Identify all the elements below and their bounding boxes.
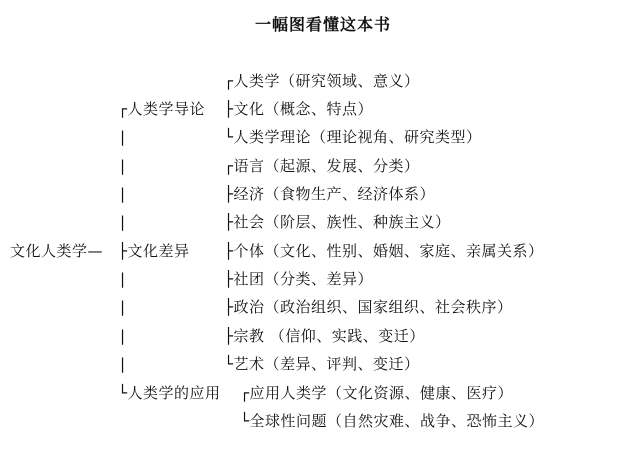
leaf-language: ┌语言（起源、发展、分类） xyxy=(224,157,420,175)
trunk-connector: | xyxy=(120,157,126,175)
leaf-art: └艺术（差异、评判、变迁） xyxy=(224,355,420,373)
leaf-applied-anthropology: ┌应用人类学（文化资源、健康、医疗） xyxy=(240,384,514,402)
leaf-economy: ├经济（食物生产、经济体系） xyxy=(224,185,436,203)
leaf-associations: ├社团（分类、差异） xyxy=(224,270,374,288)
leaf-global-issues: └全球性问题（自然灾难、战争、恐怖主义） xyxy=(240,412,545,430)
branch-differences: ├文化差异 xyxy=(118,242,190,260)
branch-intro: ┌人类学导论 xyxy=(118,100,206,118)
root-node: 文化人类学— xyxy=(10,242,104,260)
leaf-intro-research-fields: ┌人类学（研究领域、意义） xyxy=(224,72,420,90)
leaf-religion: ├宗教 （信仰、实践、变迁） xyxy=(224,327,425,345)
trunk-connector: | xyxy=(120,355,126,373)
trunk-connector: | xyxy=(120,298,126,316)
leaf-intro-culture: ├文化（概念、特点） xyxy=(224,100,374,118)
diagram-title: 一幅图看懂这本书 xyxy=(255,15,392,34)
leaf-society: ├社会（阶层、族性、种族主义） xyxy=(224,213,451,231)
trunk-connector: | xyxy=(120,213,126,231)
leaf-politics: ├政治（政治组织、国家组织、社会秩序） xyxy=(224,298,513,316)
trunk-connector: | xyxy=(120,327,126,345)
leaf-intro-theory: └人类学理论（理论视角、研究类型） xyxy=(224,128,482,146)
branch-application: └人类学的应用 xyxy=(118,384,221,402)
trunk-connector: | xyxy=(120,270,126,288)
trunk-connector: | xyxy=(120,128,126,146)
leaf-individual: ├个体（文化、性别、婚姻、家庭、亲属关系） xyxy=(224,242,544,260)
trunk-connector: | xyxy=(120,185,126,203)
